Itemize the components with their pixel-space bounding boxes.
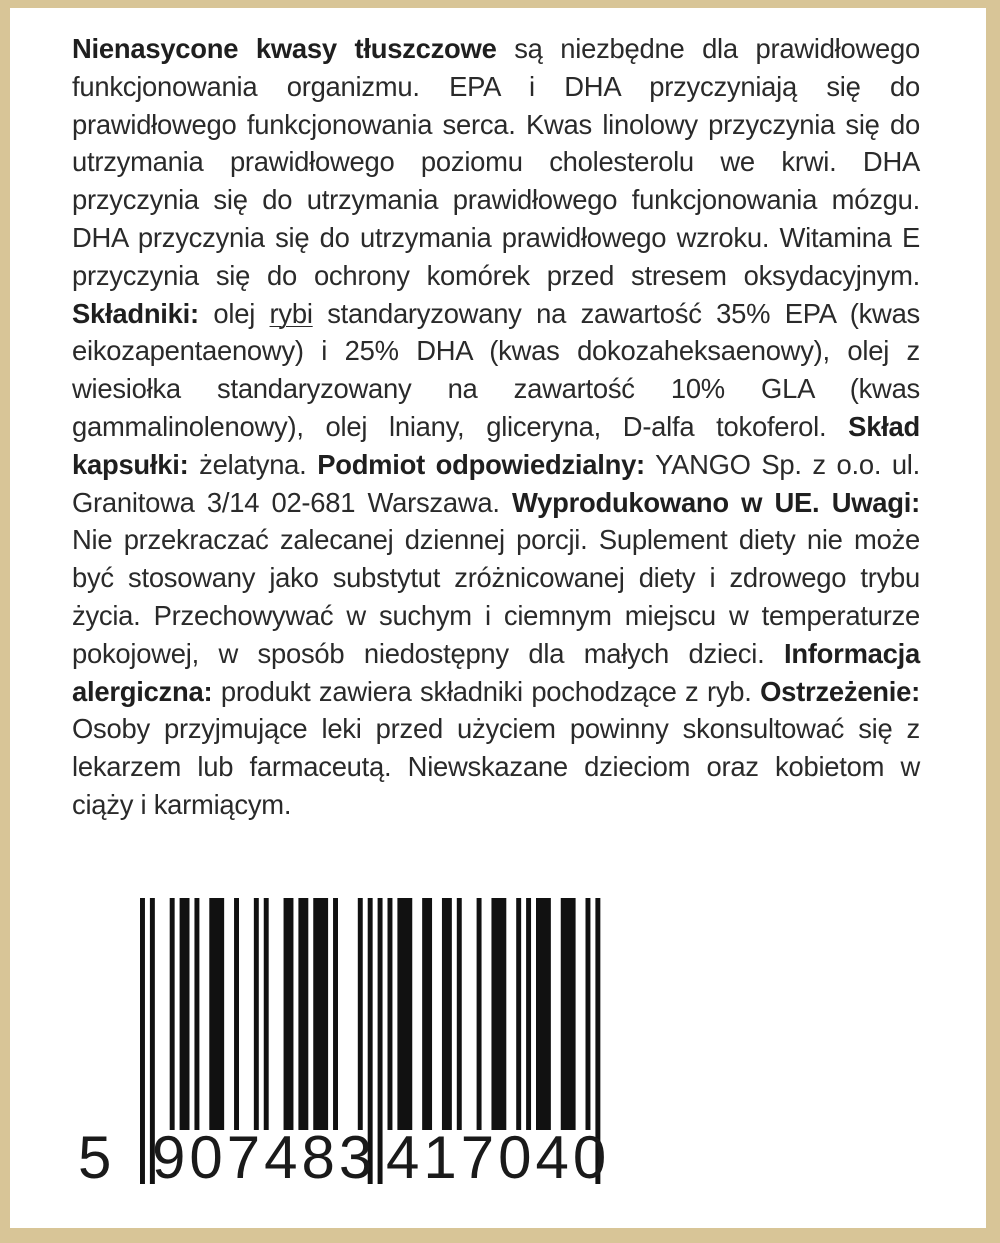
barcode-guard-bar <box>140 898 145 1184</box>
entity-text: YANGO Sp. z o.o. ul. Granitowa 3/14 02-681 Warszawa. <box>72 448 921 518</box>
barcode-bar <box>180 898 190 1130</box>
barcode-bar <box>586 898 591 1130</box>
ingredients-heading: Składniki: <box>72 297 199 329</box>
barcode-right-digits: 417040 <box>386 1124 611 1191</box>
barcode-bar <box>313 898 328 1130</box>
warning-heading: Ostrzeżenie: <box>760 675 920 707</box>
barcode-bar <box>442 898 452 1130</box>
produced-heading: Wyprodukowano w UE. <box>512 486 820 518</box>
barcode-bar <box>561 898 576 1130</box>
notes-heading: Uwagi: <box>819 486 920 518</box>
ingredients-text-pre: olej <box>198 297 270 329</box>
barcode-bar <box>388 898 393 1130</box>
barcode-bar <box>170 898 175 1130</box>
barcode-guard-bar <box>378 898 383 1184</box>
barcode-left-digits: 907483 <box>152 1124 377 1191</box>
label-description <box>72 30 920 824</box>
barcode-bar <box>264 898 269 1130</box>
barcode-bar <box>254 898 259 1130</box>
barcode-bar <box>194 898 199 1130</box>
barcode-bar <box>477 898 482 1130</box>
barcode-bar <box>358 898 363 1130</box>
allergy-heading: Informacja alergiczna: <box>72 637 920 707</box>
barcode-bar <box>234 898 239 1130</box>
ingredients-underlined-word: rybi <box>269 297 313 329</box>
barcode-bar <box>516 898 521 1130</box>
barcode-bar <box>333 898 338 1130</box>
barcode-bar <box>536 898 551 1130</box>
notes-text: Nie przekraczać zalecanej dziennej porcji. Suplement diety nie może być stosowany jako substytut zróżnicowanej diety i zdrowego trybu życia. Przechowywać w suchym i ciemnym miejscu w temperaturze pokojowej, w sposób niedostępny dla małych dzieci. <box>72 524 920 669</box>
health-claims-text: są niezbędne dla prawidłowego funkcjonowania organizmu. EPA i DHA przyczyniają się do prawidłowego funkcjonowania serca. Kwas linolowy przyczynia się do utrzymania prawidłowego poziomu cholesterolu we krwi. DHA przyczynia się do utrzymania prawidłowego funkcjonowania mózgu. DHA przyczynia się do utrzymania prawidłowego wzroku. Witamina E przyczynia się do ochrony komórek przed stresem oksydacyjnym. <box>72 33 920 291</box>
barcode-bar <box>397 898 412 1130</box>
barcode-bar <box>526 898 531 1130</box>
barcode-bar <box>284 898 294 1130</box>
allergy-text: produkt zawiera składniki pochodzące z ryb. <box>212 675 761 707</box>
warning-text: Osoby przyjmujące leki przed użyciem powinny skonsultować się z lekarzem lub farmaceutą. Niewskazane dzieciom oraz kobietom w ciąży i karmiącym. <box>72 713 920 820</box>
capsule-heading: Skład kapsułki: <box>72 410 920 480</box>
barcode-bar <box>209 898 224 1130</box>
entity-heading: Podmiot odpowiedzialny: <box>317 448 645 480</box>
capsule-text: żelatyna. <box>188 448 318 480</box>
heading-fatty-acids: Nienasycone kwasy tłuszczowe <box>72 33 497 64</box>
barcode-bar <box>457 898 462 1130</box>
barcode-bar <box>298 898 308 1130</box>
barcode-bar <box>422 898 432 1130</box>
barcode-bar <box>491 898 506 1130</box>
barcode-first-digit: 5 <box>78 1124 112 1191</box>
ingredients-text: standaryzowany na zawartość 35% EPA (kwas eikozapentaenowy) i 25% DHA (kwas dokozaheksaenowy), olej z wiesiołka standaryzowany na zawartość 10% GLA (kwas gammalinolenowy), olej lniany, gliceryna, D-alfa tokoferol. <box>72 297 921 442</box>
